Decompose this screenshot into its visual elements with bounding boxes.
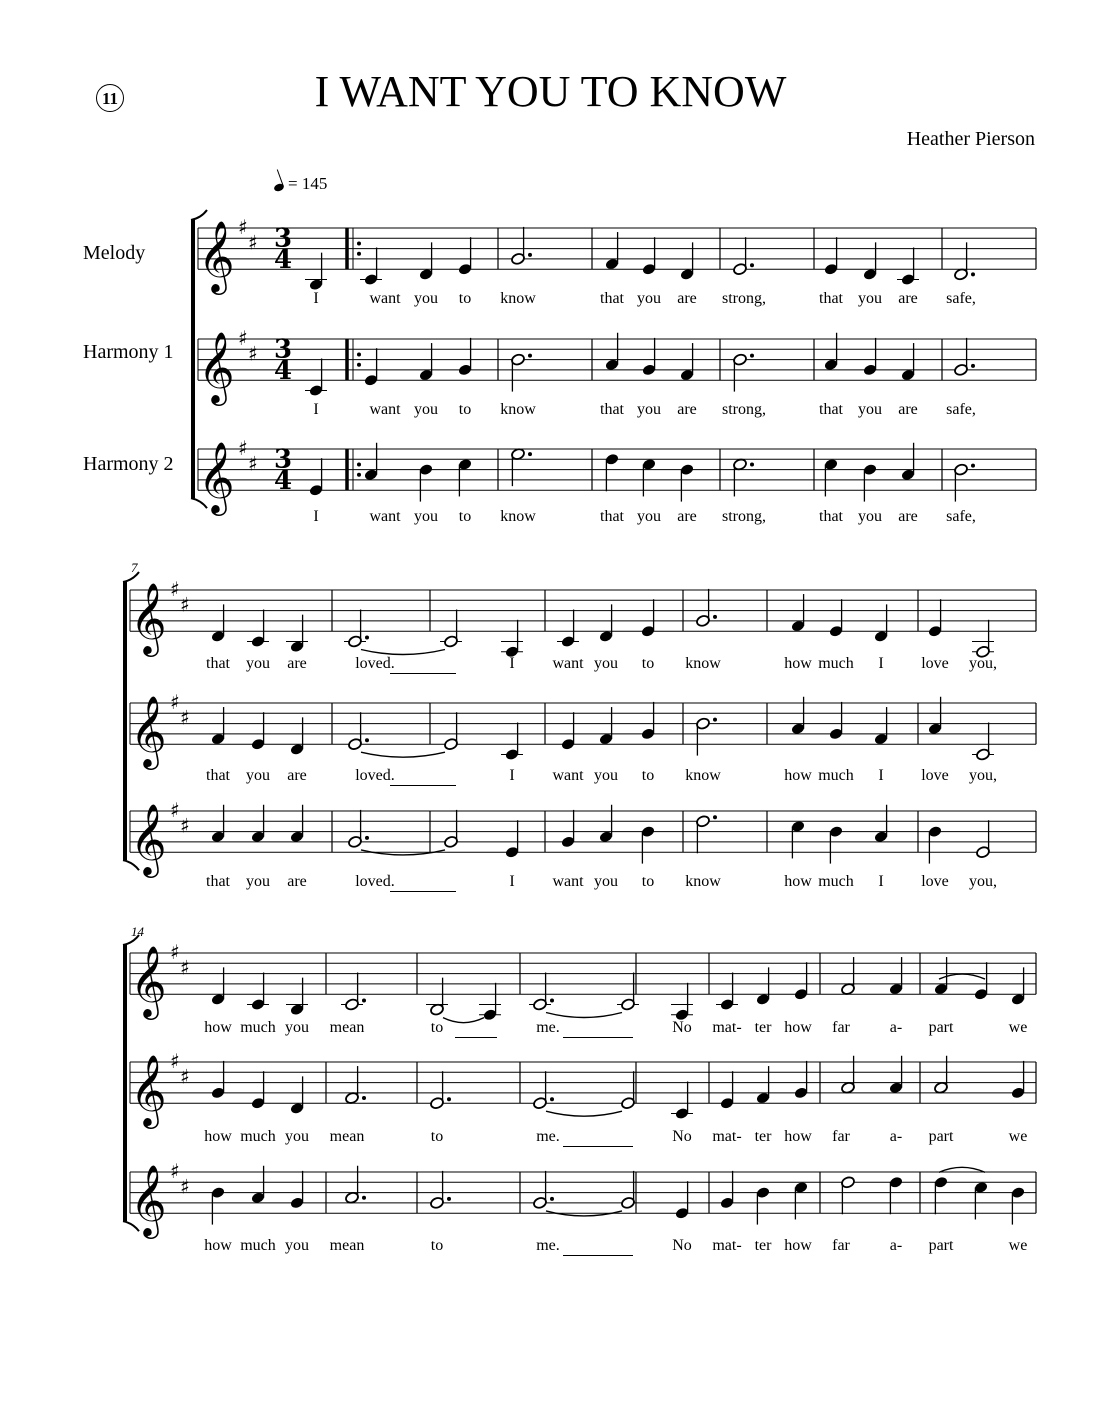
- lyric-word: you: [414, 401, 438, 418]
- sharp-icon: ♯: [170, 940, 180, 964]
- sharp-icon: ♯: [180, 705, 190, 730]
- sharp-icon: ♯: [180, 1064, 190, 1089]
- time-signature-bottom: 4: [274, 466, 293, 497]
- repeat-dot: [357, 241, 361, 245]
- lyric-word: loved.: [355, 655, 395, 672]
- dot: [365, 738, 369, 742]
- dot: [362, 999, 366, 1003]
- lyric-word: safe,: [946, 508, 976, 525]
- lyric-word: part: [928, 1237, 954, 1254]
- sharp-icon: ♯: [238, 326, 248, 350]
- melisma-line: [390, 673, 456, 674]
- treble-clef-icon: 𝄞: [198, 440, 235, 514]
- lyric-word: are: [677, 401, 697, 418]
- lyric-word: that: [819, 290, 843, 307]
- lyric-word: how: [784, 767, 812, 784]
- sharp-icon: ♯: [170, 1159, 180, 1183]
- dot: [365, 636, 369, 640]
- lyric-word: you: [637, 401, 661, 418]
- lyric-word: love: [921, 655, 949, 672]
- lyric-word: safe,: [946, 290, 976, 307]
- sharp-icon: ♯: [180, 1174, 190, 1199]
- lyric-word: ter: [754, 1128, 772, 1145]
- lyric-word: I: [509, 873, 515, 890]
- lyric-word: part: [928, 1128, 954, 1145]
- lyric-word: that: [819, 508, 843, 525]
- sharp-icon: ♯: [248, 451, 258, 476]
- part-name-harmony-1: Harmony 1: [83, 341, 174, 363]
- sharp-icon: ♯: [170, 690, 180, 714]
- lyric-word: we: [1008, 1019, 1028, 1036]
- treble-clef-icon: 𝄞: [130, 1053, 167, 1127]
- lyric-word: how: [784, 1019, 812, 1036]
- lyric-word: want: [369, 508, 401, 525]
- lyric-word: how: [204, 1019, 232, 1036]
- lyric-word: much: [240, 1128, 276, 1145]
- lyric-word: strong,: [722, 401, 766, 418]
- repeat-dot: [357, 252, 361, 256]
- lyric-word: me.: [536, 1128, 560, 1145]
- lyric-word: that: [206, 873, 230, 890]
- treble-clef-icon: 𝄞: [198, 330, 235, 404]
- lyric-word: want: [369, 401, 401, 418]
- lyric-word: No: [672, 1128, 692, 1145]
- lyric-word: love: [921, 873, 949, 890]
- lyric-word: ter: [754, 1237, 772, 1254]
- lyric-word: how: [204, 1128, 232, 1145]
- lyric-word: that: [206, 655, 230, 672]
- lyric-word: you: [414, 290, 438, 307]
- lyric-word: far: [832, 1128, 850, 1145]
- lyric-word: you: [637, 290, 661, 307]
- lyric-word: are: [898, 401, 918, 418]
- time-signature-top: 3: [274, 223, 293, 254]
- dot: [971, 364, 975, 368]
- lyric-word: are: [898, 290, 918, 307]
- treble-clef-icon: 𝄞: [130, 581, 167, 655]
- dot: [713, 615, 717, 619]
- lyric-word: you: [246, 767, 270, 784]
- lyric-word: part: [928, 1019, 954, 1036]
- lyric-word: No: [672, 1237, 692, 1254]
- lyric-word: mat-: [712, 1019, 742, 1036]
- tie-icon: [361, 752, 445, 757]
- lyric-word: to: [430, 1237, 444, 1254]
- lyric-word: we: [1008, 1237, 1028, 1254]
- lyric-word: to: [430, 1019, 444, 1036]
- time-signature-top: 3: [274, 334, 293, 365]
- lyric-word: much: [240, 1019, 276, 1036]
- lyric-word: know: [685, 873, 721, 890]
- lyric-word: I: [313, 508, 319, 525]
- lyric-word: you: [285, 1019, 309, 1036]
- sharp-icon: ♯: [180, 592, 190, 617]
- part-name-harmony-2: Harmony 2: [83, 453, 174, 475]
- sharp-icon: ♯: [170, 1049, 180, 1073]
- lyric-word: you: [594, 655, 618, 672]
- lyric-word: a-: [889, 1237, 903, 1254]
- sharp-icon: ♯: [238, 215, 248, 239]
- time-signature-top: 3: [274, 444, 293, 475]
- lyric-word: to: [458, 508, 472, 525]
- lyric-word: know: [500, 401, 536, 418]
- sharp-icon: ♯: [180, 813, 190, 838]
- treble-clef-icon: 𝄞: [198, 219, 235, 293]
- melisma-line: [455, 1037, 497, 1038]
- lyric-word: you: [594, 873, 618, 890]
- composer: Heather Pierson: [906, 128, 1035, 150]
- dot: [362, 1196, 366, 1200]
- lyric-word: to: [641, 767, 655, 784]
- dot: [971, 464, 975, 468]
- lyric-word: me.: [536, 1237, 560, 1254]
- lyric-word: you: [594, 767, 618, 784]
- lyric-word: to: [458, 290, 472, 307]
- melisma-line: [390, 891, 456, 892]
- lyric-word: know: [685, 655, 721, 672]
- lyric-word: much: [818, 655, 854, 672]
- dot: [971, 272, 975, 276]
- lyric-word: you: [246, 873, 270, 890]
- lyric-word: you,: [969, 655, 997, 672]
- lyric-word: to: [641, 655, 655, 672]
- dot: [528, 354, 532, 358]
- repeat-dot: [357, 462, 361, 466]
- lyric-word: that: [600, 508, 624, 525]
- tie-icon: [546, 1013, 622, 1018]
- lyric-word: to: [430, 1128, 444, 1145]
- lyric-word: I: [509, 655, 515, 672]
- time-signature-bottom: 4: [274, 356, 293, 387]
- lyric-word: mat-: [712, 1128, 742, 1145]
- lyric-word: I: [313, 401, 319, 418]
- lyric-word: mat-: [712, 1237, 742, 1254]
- quarter-note-icon: [273, 183, 285, 193]
- lyric-word: know: [685, 767, 721, 784]
- repeat-dot: [357, 473, 361, 477]
- lyric-word: are: [287, 767, 307, 784]
- sharp-icon: ♯: [238, 436, 248, 460]
- lyric-word: you: [246, 655, 270, 672]
- melisma-line: [390, 785, 456, 786]
- tempo-text: = 145: [288, 174, 328, 193]
- lyric-word: you,: [969, 873, 997, 890]
- lyric-word: are: [677, 290, 697, 307]
- lyric-word: mean: [329, 1237, 365, 1254]
- lyric-word: strong,: [722, 508, 766, 525]
- lyric-word: that: [206, 767, 230, 784]
- lyric-word: far: [832, 1237, 850, 1254]
- treble-clef-icon: 𝄞: [130, 944, 167, 1018]
- lyric-word: are: [677, 508, 697, 525]
- dot: [365, 836, 369, 840]
- tie-icon: [546, 1111, 622, 1116]
- lyric-word: how: [784, 655, 812, 672]
- lyric-word: how: [784, 1128, 812, 1145]
- dot: [528, 253, 532, 257]
- repeat-dot: [357, 352, 361, 356]
- repeat-dot: [357, 363, 361, 367]
- dot: [550, 1197, 554, 1201]
- dot: [713, 815, 717, 819]
- treble-clef-icon: 𝄞: [130, 1163, 167, 1237]
- lyric-word: you: [414, 508, 438, 525]
- lyric-word: know: [500, 508, 536, 525]
- lyric-word: safe,: [946, 401, 976, 418]
- lyric-word: that: [600, 401, 624, 418]
- lyric-word: much: [818, 873, 854, 890]
- lyric-word: want: [552, 767, 584, 784]
- lyric-word: No: [672, 1019, 692, 1036]
- tie-icon: [361, 650, 445, 655]
- lyric-word: you: [858, 508, 882, 525]
- sharp-icon: ♯: [170, 798, 180, 822]
- time-signature-bottom: 4: [274, 245, 293, 276]
- treble-clef-icon: 𝄞: [130, 694, 167, 768]
- lyric-word: that: [819, 401, 843, 418]
- lyric-word: are: [287, 655, 307, 672]
- dot: [713, 718, 717, 722]
- sharp-icon: ♯: [170, 577, 180, 601]
- lyric-word: that: [600, 290, 624, 307]
- measure-number-14: 14: [131, 924, 144, 939]
- lyric-word: I: [313, 290, 319, 307]
- lyric-word: mean: [329, 1128, 365, 1145]
- tie-icon: [939, 974, 985, 979]
- dot: [550, 1097, 554, 1101]
- lyric-word: you,: [969, 767, 997, 784]
- lyric-word: you: [858, 401, 882, 418]
- dot: [447, 1097, 451, 1101]
- lyric-word: loved.: [355, 873, 395, 890]
- lyric-word: you: [858, 290, 882, 307]
- lyric-word: I: [878, 655, 884, 672]
- lyric-word: a-: [889, 1128, 903, 1145]
- lyric-word: are: [287, 873, 307, 890]
- dot: [750, 462, 754, 466]
- page-number: 11: [96, 84, 124, 112]
- lyric-word: how: [204, 1237, 232, 1254]
- tie-icon: [443, 1018, 484, 1023]
- treble-clef-icon: 𝄞: [130, 802, 167, 876]
- dot: [362, 1096, 366, 1100]
- melisma-line: [563, 1255, 633, 1256]
- lyric-word: me.: [536, 1019, 560, 1036]
- lyric-word: ter: [754, 1019, 772, 1036]
- lyric-word: I: [509, 767, 515, 784]
- lyric-word: know: [500, 290, 536, 307]
- lyric-word: much: [240, 1237, 276, 1254]
- dot: [447, 1197, 451, 1201]
- lyric-word: we: [1008, 1128, 1028, 1145]
- dot: [550, 999, 554, 1003]
- lyric-word: you: [637, 508, 661, 525]
- melisma-line: [563, 1037, 633, 1038]
- lyric-word: I: [878, 767, 884, 784]
- dot: [528, 452, 532, 456]
- lyric-word: mean: [329, 1019, 365, 1036]
- lyric-word: loved.: [355, 767, 395, 784]
- lyric-word: I: [878, 873, 884, 890]
- sharp-icon: ♯: [248, 341, 258, 366]
- lyric-word: far: [832, 1019, 850, 1036]
- dot: [750, 354, 754, 358]
- lyric-word: to: [641, 873, 655, 890]
- lyric-word: how: [784, 873, 812, 890]
- measure-number-7: 7: [131, 560, 138, 575]
- lyric-word: a-: [889, 1019, 903, 1036]
- page-title: I WANT YOU TO KNOW: [314, 67, 787, 116]
- lyric-word: want: [552, 873, 584, 890]
- lyric-word: want: [552, 655, 584, 672]
- lyric-word: much: [818, 767, 854, 784]
- part-name-melody: Melody: [83, 242, 146, 264]
- lyric-word: love: [921, 767, 949, 784]
- lyric-word: how: [784, 1237, 812, 1254]
- melisma-line: [563, 1146, 633, 1147]
- sharp-icon: ♯: [180, 955, 190, 980]
- sharp-icon: ♯: [248, 230, 258, 255]
- dot: [750, 263, 754, 267]
- lyric-word: are: [898, 508, 918, 525]
- lyric-word: want: [369, 290, 401, 307]
- lyric-word: strong,: [722, 290, 766, 307]
- lyric-word: to: [458, 401, 472, 418]
- tempo-marking: [274, 174, 327, 194]
- lyric-word: you: [285, 1237, 309, 1254]
- lyric-word: you: [285, 1128, 309, 1145]
